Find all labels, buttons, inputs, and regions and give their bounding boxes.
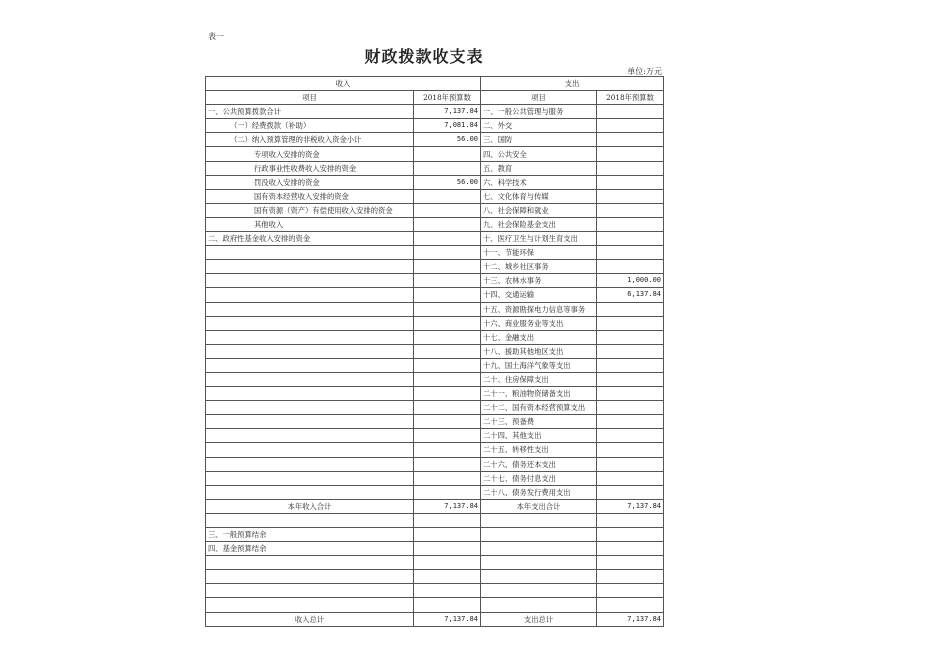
income-item-cell: 国有资源（资产）有偿使用收入安排的资金 <box>206 203 414 217</box>
table-row <box>206 105 664 119</box>
table-row <box>206 372 664 386</box>
income-item-cell: 二、政府性基金收入安排的资金 <box>206 232 414 246</box>
expense-budget-cell <box>597 401 664 415</box>
blank-row <box>206 556 664 570</box>
expense-item-cell: 十四、交通运输 <box>481 288 597 302</box>
income-budget-cell <box>414 330 481 344</box>
income-item-cell <box>206 246 414 260</box>
income-grand-total-value: 7,137.84 <box>414 612 481 626</box>
income-year-total-value: 7,137.84 <box>414 499 481 513</box>
expense-budget-cell <box>597 203 664 217</box>
expense-budget-cell <box>597 358 664 372</box>
income-item-header: 项目 <box>206 91 414 105</box>
expense-budget-cell <box>597 330 664 344</box>
sheet-tag: 表一 <box>208 32 224 41</box>
table-row <box>206 288 664 302</box>
income-budget-header: 2018年预算数 <box>414 91 481 105</box>
income-item-cell: 一、公共预算拨款合计 <box>206 105 414 119</box>
expense-budget-cell <box>597 443 664 457</box>
expense-item-cell: 二十三、预备费 <box>481 415 597 429</box>
income-budget-cell: 7,081.84 <box>414 119 481 133</box>
budget-table <box>205 76 664 627</box>
table-row <box>206 330 664 344</box>
table-row <box>206 232 664 246</box>
general-balance-label: 三、一般预算结余 <box>206 528 414 542</box>
expense-budget-cell <box>597 119 664 133</box>
table-row <box>206 119 664 133</box>
income-item-cell: （二）纳入预算管理的非税收入资金小计 <box>206 133 414 147</box>
income-item-cell <box>206 443 414 457</box>
expense-item-cell: 三、国防 <box>481 133 597 147</box>
income-budget-cell <box>414 217 481 231</box>
table-row <box>206 217 664 231</box>
blank-row <box>206 570 664 584</box>
income-header: 收入 <box>206 77 481 91</box>
table-row <box>206 471 664 485</box>
column-header-row <box>206 91 664 105</box>
income-item-cell <box>206 485 414 499</box>
income-budget-cell: 7,137.84 <box>414 105 481 119</box>
expense-item-cell: 二十八、债务发行费用支出 <box>481 485 597 499</box>
expense-budget-cell <box>597 232 664 246</box>
income-budget-cell <box>414 316 481 330</box>
expense-item-cell: 十九、国土海洋气象等支出 <box>481 358 597 372</box>
expense-item-cell: 六、科学技术 <box>481 175 597 189</box>
expense-budget-cell <box>597 260 664 274</box>
table-row <box>206 302 664 316</box>
expense-budget-cell <box>597 415 664 429</box>
income-budget-cell <box>414 302 481 316</box>
table-row <box>206 203 664 217</box>
income-budget-cell <box>414 232 481 246</box>
table-row <box>206 147 664 161</box>
expense-item-cell: 七、文化体育与传媒 <box>481 189 597 203</box>
income-budget-cell <box>414 147 481 161</box>
expense-item-cell: 二十七、债务付息支出 <box>481 471 597 485</box>
blank-row <box>206 513 664 527</box>
general-balance-row <box>206 528 664 542</box>
expense-grand-total-value: 7,137.84 <box>597 612 664 626</box>
income-item-cell <box>206 288 414 302</box>
expense-budget-cell <box>597 133 664 147</box>
expense-item-cell: 九、社会保险基金支出 <box>481 217 597 231</box>
income-budget-cell <box>414 443 481 457</box>
table-row <box>206 344 664 358</box>
year-total-row <box>206 499 664 513</box>
section-header-row <box>206 77 664 91</box>
expense-budget-cell <box>597 246 664 260</box>
income-budget-cell <box>414 387 481 401</box>
income-item-cell <box>206 358 414 372</box>
grand-total-row <box>206 612 664 626</box>
fund-balance-row <box>206 542 664 556</box>
income-budget-cell <box>414 429 481 443</box>
income-budget-cell <box>414 260 481 274</box>
income-item-cell <box>206 372 414 386</box>
income-budget-cell: 56.00 <box>414 175 481 189</box>
income-budget-cell: 56.00 <box>414 133 481 147</box>
expense-budget-cell <box>597 387 664 401</box>
income-item-cell <box>206 387 414 401</box>
expense-year-total-label: 本年支出合计 <box>481 499 597 513</box>
income-budget-cell <box>414 161 481 175</box>
income-item-cell <box>206 401 414 415</box>
expense-budget-cell <box>597 344 664 358</box>
expense-grand-total-label: 支出总计 <box>481 612 597 626</box>
expense-budget-cell <box>597 372 664 386</box>
expense-budget-cell <box>597 189 664 203</box>
expense-budget-cell <box>597 302 664 316</box>
income-budget-cell <box>414 274 481 288</box>
income-item-cell <box>206 457 414 471</box>
expense-item-cell: 十五、资源勘探电力信息等事务 <box>481 302 597 316</box>
income-grand-total-label: 收入总计 <box>206 612 414 626</box>
table-row <box>206 189 664 203</box>
table-row <box>206 401 664 415</box>
expense-budget-cell <box>597 485 664 499</box>
expense-item-cell: 十一、节能环保 <box>481 246 597 260</box>
income-item-cell <box>206 316 414 330</box>
expense-budget-cell <box>597 471 664 485</box>
expense-item-cell: 十六、商业服务业等支出 <box>481 316 597 330</box>
income-budget-cell <box>414 246 481 260</box>
expense-item-cell: 八、社会保障和就业 <box>481 203 597 217</box>
expense-item-cell: 二、外交 <box>481 119 597 133</box>
income-year-total-label: 本年收入合计 <box>206 499 414 513</box>
income-item-cell <box>206 415 414 429</box>
expense-item-cell: 一、一般公共管理与服务 <box>481 105 597 119</box>
table-row <box>206 133 664 147</box>
income-budget-cell <box>414 401 481 415</box>
expense-item-header: 项目 <box>481 91 597 105</box>
unit-label: 单位:万元 <box>627 67 662 76</box>
expense-budget-cell <box>597 429 664 443</box>
income-budget-cell <box>414 471 481 485</box>
table-row <box>206 175 664 189</box>
table-row <box>206 485 664 499</box>
expense-item-cell: 十七、金融支出 <box>481 330 597 344</box>
table-row <box>206 260 664 274</box>
blank-row <box>206 598 664 612</box>
income-budget-cell <box>414 203 481 217</box>
income-item-cell <box>206 302 414 316</box>
income-budget-cell <box>414 344 481 358</box>
income-item-cell: 国有资本经营收入安排的资金 <box>206 189 414 203</box>
income-budget-cell <box>414 189 481 203</box>
table-row <box>206 274 664 288</box>
expense-budget-cell <box>597 175 664 189</box>
expense-item-cell: 二十、住房保障支出 <box>481 372 597 386</box>
blank-row <box>206 584 664 598</box>
table-row <box>206 415 664 429</box>
income-item-cell <box>206 471 414 485</box>
expense-item-cell: 二十四、其他支出 <box>481 429 597 443</box>
expense-year-total-value: 7,137.84 <box>597 499 664 513</box>
expense-item-cell: 二十六、债务还本支出 <box>481 457 597 471</box>
table-row <box>206 443 664 457</box>
table-row <box>206 387 664 401</box>
fund-balance-label: 四、基金预算结余 <box>206 542 414 556</box>
expense-budget-cell: 1,000.00 <box>597 274 664 288</box>
expense-header: 支出 <box>481 77 664 91</box>
table-row <box>206 246 664 260</box>
expense-item-cell: 十八、援助其他地区支出 <box>481 344 597 358</box>
expense-budget-cell <box>597 316 664 330</box>
expense-item-cell: 十三、农林水事务 <box>481 274 597 288</box>
expense-budget-cell <box>597 105 664 119</box>
income-budget-cell <box>414 358 481 372</box>
expense-budget-cell <box>597 147 664 161</box>
expense-item-cell: 十、医疗卫生与计划生育支出 <box>481 232 597 246</box>
table-row <box>206 316 664 330</box>
income-budget-cell <box>414 485 481 499</box>
income-item-cell <box>206 260 414 274</box>
expense-budget-cell <box>597 457 664 471</box>
income-item-cell: 行政事业性收费收入安排的资金 <box>206 161 414 175</box>
expense-item-cell: 二十一、粮油物资储备支出 <box>481 387 597 401</box>
income-item-cell: 罚没收入安排的资金 <box>206 175 414 189</box>
expense-item-cell: 二十二、国有资本经营预算支出 <box>481 401 597 415</box>
income-budget-cell <box>414 457 481 471</box>
expense-item-cell: 五、教育 <box>481 161 597 175</box>
income-item-cell <box>206 429 414 443</box>
table-row <box>206 161 664 175</box>
income-item-cell: 专项收入安排的资金 <box>206 147 414 161</box>
expense-budget-cell <box>597 217 664 231</box>
expense-budget-cell: 6,137.84 <box>597 288 664 302</box>
income-item-cell: （一）经费拨款（补助） <box>206 119 414 133</box>
income-item-cell <box>206 330 414 344</box>
income-item-cell <box>206 274 414 288</box>
table-row <box>206 429 664 443</box>
income-budget-cell <box>414 288 481 302</box>
income-budget-cell <box>414 372 481 386</box>
income-item-cell <box>206 344 414 358</box>
expense-budget-header: 2018年预算数 <box>597 91 664 105</box>
page-title: 财政拨款收支表 <box>364 47 484 66</box>
income-budget-cell <box>414 415 481 429</box>
expense-item-cell: 十二、城乡社区事务 <box>481 260 597 274</box>
table-row <box>206 358 664 372</box>
expense-item-cell: 二十五、转移性支出 <box>481 443 597 457</box>
expense-budget-cell <box>597 161 664 175</box>
expense-item-cell: 四、公共安全 <box>481 147 597 161</box>
income-item-cell: 其他收入 <box>206 217 414 231</box>
table-row <box>206 457 664 471</box>
